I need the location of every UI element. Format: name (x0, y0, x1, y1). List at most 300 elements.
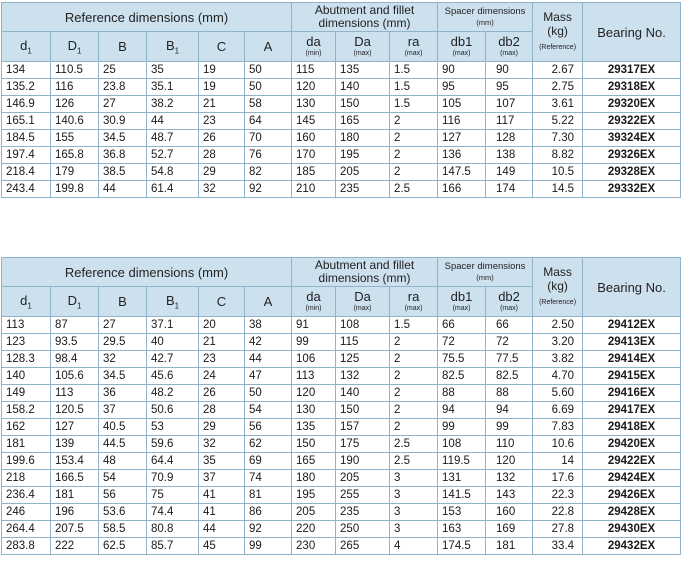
cell-D1: 179 (51, 164, 99, 181)
cell-db1: 119.5 (438, 453, 486, 470)
cell-da: 120 (292, 385, 336, 402)
cell-B1: 75 (147, 487, 199, 504)
cell-bearing: 29422EX (583, 453, 681, 470)
cell-d1: 199.6 (2, 453, 51, 470)
cell-B: 34.5 (99, 130, 147, 147)
cell-d1: 218 (2, 470, 51, 487)
cell-B1: 74.4 (147, 504, 199, 521)
reference-dimensions-label: Reference dimensions (mm) (64, 9, 229, 25)
cell-ra: 1.5 (390, 317, 438, 334)
bearing-no-label: Bearing No. (597, 24, 666, 40)
cell-mass: 3.20 (533, 334, 583, 351)
cell-C: 19 (199, 62, 245, 79)
col-A-label: A (263, 39, 273, 54)
cell-B1: 61.4 (147, 181, 199, 198)
cell-B: 44 (99, 181, 147, 198)
spacer-header-unit: (mm) (476, 18, 494, 27)
cell-ra: 2 (390, 402, 438, 419)
col-db1-header (438, 287, 486, 317)
col-Da-header (336, 32, 390, 62)
cell-d1: 243.4 (2, 181, 51, 198)
col-B-label: B (118, 294, 127, 309)
cell-bearing: 29426EX (583, 487, 681, 504)
cell-da: 91 (292, 317, 336, 334)
cell-ra: 2.5 (390, 181, 438, 198)
col-da-sub: a (313, 34, 321, 49)
cell-da: 135 (292, 419, 336, 436)
cell-B1: 35 (147, 62, 199, 79)
table-row (2, 113, 681, 130)
cell-C: 45 (199, 538, 245, 555)
cell-db2: 120 (486, 453, 533, 470)
cell-db1: 141.5 (438, 487, 486, 504)
mass-header (533, 258, 583, 317)
bearing-no-header (583, 3, 681, 62)
table-row (2, 164, 681, 181)
cell-db2: 110 (486, 436, 533, 453)
cell-da: 170 (292, 147, 336, 164)
cell-d1: 218.4 (2, 164, 51, 181)
col-C-header (199, 32, 245, 62)
cell-bearing: 29432EX (583, 538, 681, 555)
cell-C: 21 (199, 334, 245, 351)
col-db1-note: (max) (452, 50, 471, 57)
abutment-fillet-header (292, 258, 438, 287)
cell-A: 42 (245, 334, 292, 351)
cell-D1: 87 (51, 317, 99, 334)
cell-ra: 3 (390, 504, 438, 521)
cell-B1: 48.7 (147, 130, 199, 147)
col-da-note: (min) (305, 50, 322, 57)
cell-Da: 195 (336, 147, 390, 164)
cell-mass: 8.82 (533, 147, 583, 164)
cell-mass: 5.22 (533, 113, 583, 130)
cell-B: 38.5 (99, 164, 147, 181)
cell-C: 24 (199, 368, 245, 385)
cell-ra: 2.5 (390, 453, 438, 470)
col-D1-header (51, 287, 99, 317)
cell-da: 150 (292, 436, 336, 453)
cell-Da: 250 (336, 521, 390, 538)
cell-mass: 14 (533, 453, 583, 470)
cell-ra: 1.5 (390, 96, 438, 113)
cell-Da: 205 (336, 470, 390, 487)
cell-db2: 181 (486, 538, 533, 555)
cell-mass: 2.75 (533, 79, 583, 96)
cell-A: 58 (245, 96, 292, 113)
cell-ra: 2 (390, 334, 438, 351)
cell-C: 32 (199, 181, 245, 198)
cell-mass: 7.30 (533, 130, 583, 147)
col-D1-sub: 1 (76, 46, 82, 56)
table-row (2, 317, 681, 334)
col-da-note: (min) (305, 305, 322, 312)
cell-db1: 116 (438, 113, 486, 130)
cell-A: 50 (245, 62, 292, 79)
cell-D1: 165.8 (51, 147, 99, 164)
cell-C: 26 (199, 385, 245, 402)
cell-bearing: 29320EX (583, 96, 681, 113)
cell-C: 23 (199, 113, 245, 130)
cell-B1: 44 (147, 113, 199, 130)
cell-ra: 2 (390, 419, 438, 436)
col-A-header (245, 287, 292, 317)
col-db1-sub: b1 (457, 289, 473, 304)
cell-d1: 134 (2, 62, 51, 79)
table-row (2, 96, 681, 113)
cell-B1: 35.1 (147, 79, 199, 96)
mass-unit: (kg) (547, 278, 568, 293)
cell-db1: 90 (438, 62, 486, 79)
cell-d1: 162 (2, 419, 51, 436)
cell-mass: 22.3 (533, 487, 583, 504)
cell-da: 145 (292, 113, 336, 130)
col-d1-main: d (20, 292, 28, 308)
cell-A: 38 (245, 317, 292, 334)
table-row (2, 538, 681, 555)
cell-bearing: 29420EX (583, 436, 681, 453)
cell-bearing: 29317EX (583, 62, 681, 79)
cell-mass: 4.70 (533, 368, 583, 385)
cell-mass: 27.8 (533, 521, 583, 538)
cell-da: 106 (292, 351, 336, 368)
cell-d1: 264.4 (2, 521, 51, 538)
cell-Da: 180 (336, 130, 390, 147)
table-bottom-body (2, 317, 681, 555)
cell-mass: 6.69 (533, 402, 583, 419)
col-ra-main: r (407, 289, 413, 304)
cell-D1: 166.5 (51, 470, 99, 487)
cell-D1: 126 (51, 96, 99, 113)
cell-ra: 3 (390, 487, 438, 504)
cell-B: 37 (99, 402, 147, 419)
mass-reference-note: (Reference) (539, 43, 577, 51)
cell-mass: 14.5 (533, 181, 583, 198)
table-row (2, 419, 681, 436)
cell-bearing: 29414EX (583, 351, 681, 368)
table-row (2, 504, 681, 521)
cell-db2: 117 (486, 113, 533, 130)
cell-ra: 2 (390, 130, 438, 147)
cell-ra: 1.5 (390, 79, 438, 96)
col-db2-header (486, 32, 533, 62)
col-D1-main: D (67, 292, 77, 308)
col-d1-header (2, 287, 51, 317)
cell-D1: 98.4 (51, 351, 99, 368)
table-row (2, 181, 681, 198)
cell-mass: 2.67 (533, 62, 583, 79)
cell-Da: 157 (336, 419, 390, 436)
cell-db2: 77.5 (486, 351, 533, 368)
col-Da-note: (max) (353, 50, 372, 57)
cell-bearing: 29416EX (583, 385, 681, 402)
table-top-body (2, 62, 681, 198)
col-ra-sub: a (412, 289, 420, 304)
cell-db2: 107 (486, 96, 533, 113)
cell-d1: 149 (2, 385, 51, 402)
col-d1-sub: 1 (27, 301, 32, 311)
table-row (2, 79, 681, 96)
cell-mass: 2.50 (533, 317, 583, 334)
table-row (2, 147, 681, 164)
abutment-header-line2: dimensions (mm) (318, 271, 411, 285)
cell-C: 41 (199, 504, 245, 521)
cell-d1: 236.4 (2, 487, 51, 504)
cell-B: 44.5 (99, 436, 147, 453)
cell-B: 40.5 (99, 419, 147, 436)
cell-Da: 140 (336, 385, 390, 402)
cell-B1: 64.4 (147, 453, 199, 470)
cell-B: 53.6 (99, 504, 147, 521)
col-ra-main: r (407, 34, 413, 49)
cell-A: 56 (245, 419, 292, 436)
cell-db2: 90 (486, 62, 533, 79)
cell-d1: 123 (2, 334, 51, 351)
table-row (2, 334, 681, 351)
col-d1-sub: 1 (27, 46, 32, 56)
cell-B1: 50.6 (147, 402, 199, 419)
cell-B1: 80.8 (147, 521, 199, 538)
col-d1-header (2, 32, 51, 62)
col-db2-main: d (498, 34, 506, 49)
cell-db2: 99 (486, 419, 533, 436)
cell-db2: 94 (486, 402, 533, 419)
cell-D1: 127 (51, 419, 99, 436)
col-da-sub: a (313, 289, 321, 304)
cell-d1: 197.4 (2, 147, 51, 164)
cell-C: 21 (199, 96, 245, 113)
cell-B: 34.5 (99, 368, 147, 385)
cell-db2: 66 (486, 317, 533, 334)
cell-da: 120 (292, 79, 336, 96)
col-db2-sub: b2 (505, 289, 520, 304)
cell-da: 230 (292, 538, 336, 555)
cell-D1: 155 (51, 130, 99, 147)
cell-bearing: 29417EX (583, 402, 681, 419)
col-da-main: d (306, 289, 314, 304)
cell-B1: 40 (147, 334, 199, 351)
cell-C: 41 (199, 487, 245, 504)
bearing-no-header (583, 258, 681, 317)
cell-db1: 131 (438, 470, 486, 487)
cell-C: 28 (199, 402, 245, 419)
col-db2-header (486, 287, 533, 317)
cell-bearing: 29318EX (583, 79, 681, 96)
cell-A: 69 (245, 453, 292, 470)
cell-bearing: 29332EX (583, 181, 681, 198)
cell-Da: 135 (336, 62, 390, 79)
cell-A: 99 (245, 538, 292, 555)
table-row (2, 470, 681, 487)
cell-ra: 2 (390, 351, 438, 368)
table-row (2, 402, 681, 419)
cell-B1: 48.2 (147, 385, 199, 402)
cell-D1: 105.6 (51, 368, 99, 385)
cell-d1: 113 (2, 317, 51, 334)
cell-mass: 3.61 (533, 96, 583, 113)
mass-header (533, 3, 583, 62)
cell-Da: 150 (336, 402, 390, 419)
cell-ra: 2 (390, 164, 438, 181)
cell-C: 26 (199, 130, 245, 147)
cell-D1: 153.4 (51, 453, 99, 470)
table-row (2, 436, 681, 453)
cell-d1: 283.8 (2, 538, 51, 555)
cell-B1: 70.9 (147, 470, 199, 487)
cell-C: 19 (199, 79, 245, 96)
cell-A: 76 (245, 147, 292, 164)
col-Da-header (336, 287, 390, 317)
cell-A: 62 (245, 436, 292, 453)
mass-label: Mass (543, 9, 572, 24)
col-B1-sub: 1 (174, 46, 180, 56)
bearing-table-top (1, 2, 681, 198)
cell-B1: 52.7 (147, 147, 199, 164)
cell-db2: 72 (486, 334, 533, 351)
col-db1-header (438, 32, 486, 62)
cell-D1: 139 (51, 436, 99, 453)
cell-da: 130 (292, 96, 336, 113)
cell-bearing: 29412EX (583, 317, 681, 334)
cell-da: 160 (292, 130, 336, 147)
cell-db2: 174 (486, 181, 533, 198)
table-row (2, 385, 681, 402)
col-B-label: B (118, 39, 127, 54)
cell-db1: 127 (438, 130, 486, 147)
col-B1-sub: 1 (174, 301, 180, 311)
cell-D1: 199.8 (51, 181, 99, 198)
cell-db1: 174.5 (438, 538, 486, 555)
col-D1-main: D (67, 37, 77, 53)
cell-C: 35 (199, 453, 245, 470)
cell-D1: 93.5 (51, 334, 99, 351)
cell-D1: 120.5 (51, 402, 99, 419)
col-B1-header (147, 287, 199, 317)
col-da-main: d (306, 34, 314, 49)
col-ra-note: (max) (404, 305, 423, 312)
cell-D1: 207.5 (51, 521, 99, 538)
cell-Da: 265 (336, 538, 390, 555)
cell-db1: 95 (438, 79, 486, 96)
cell-B: 56 (99, 487, 147, 504)
cell-B: 25 (99, 62, 147, 79)
spacer-dimensions-header (438, 258, 533, 287)
cell-ra: 4 (390, 538, 438, 555)
cell-d1: 246 (2, 504, 51, 521)
cell-db1: 166 (438, 181, 486, 198)
cell-B1: 54.8 (147, 164, 199, 181)
cell-db2: 82.5 (486, 368, 533, 385)
cell-C: 29 (199, 164, 245, 181)
cell-ra: 2 (390, 147, 438, 164)
cell-B: 58.5 (99, 521, 147, 538)
col-A-header (245, 32, 292, 62)
col-Da-main: D (354, 289, 364, 304)
cell-da: 113 (292, 368, 336, 385)
col-B1-main: B (165, 37, 175, 53)
table-row (2, 487, 681, 504)
cell-bearing: 29424EX (583, 470, 681, 487)
cell-da: 180 (292, 470, 336, 487)
col-da-header (292, 287, 336, 317)
mass-reference-note: (Reference) (539, 298, 577, 306)
reference-dimensions-label: Reference dimensions (mm) (64, 264, 229, 280)
cell-Da: 235 (336, 181, 390, 198)
cell-db1: 105 (438, 96, 486, 113)
cell-D1: 110.5 (51, 62, 99, 79)
cell-db2: 149 (486, 164, 533, 181)
cell-db2: 169 (486, 521, 533, 538)
cell-C: 37 (199, 470, 245, 487)
col-B-header (99, 287, 147, 317)
cell-bearing: 39324EX (583, 130, 681, 147)
cell-A: 54 (245, 402, 292, 419)
cell-bearing: 29413EX (583, 334, 681, 351)
col-ra-note: (max) (404, 50, 423, 57)
cell-Da: 108 (336, 317, 390, 334)
cell-mass: 10.6 (533, 436, 583, 453)
col-ra-header (390, 287, 438, 317)
spacer-header-line1: Spacer dimensions (444, 261, 526, 272)
cell-B1: 53 (147, 419, 199, 436)
reference-dimensions-header (2, 258, 292, 287)
cell-D1: 113 (51, 385, 99, 402)
cell-C: 20 (199, 317, 245, 334)
cell-mass: 17.6 (533, 470, 583, 487)
cell-da: 99 (292, 334, 336, 351)
cell-Da: 205 (336, 164, 390, 181)
cell-ra: 3 (390, 470, 438, 487)
cell-d1: 140 (2, 368, 51, 385)
abutment-fillet-header (292, 3, 438, 32)
table-row (2, 521, 681, 538)
cell-C: 23 (199, 351, 245, 368)
cell-d1: 181 (2, 436, 51, 453)
abutment-header-line2: dimensions (mm) (318, 16, 411, 30)
cell-db1: 66 (438, 317, 486, 334)
table-row (2, 368, 681, 385)
cell-db1: 108 (438, 436, 486, 453)
cell-B1: 45.6 (147, 368, 199, 385)
cell-B: 36.8 (99, 147, 147, 164)
cell-D1: 116 (51, 79, 99, 96)
cell-B: 30.9 (99, 113, 147, 130)
col-A-label: A (263, 294, 273, 309)
cell-db1: 147.5 (438, 164, 486, 181)
cell-db2: 138 (486, 147, 533, 164)
col-Da-sub: a (363, 289, 371, 304)
cell-db1: 88 (438, 385, 486, 402)
col-C-label: C (216, 39, 227, 54)
cell-db1: 75.5 (438, 351, 486, 368)
cell-bearing: 29326EX (583, 147, 681, 164)
cell-C: 32 (199, 436, 245, 453)
cell-db1: 153 (438, 504, 486, 521)
abutment-header-line1: Abutment and fillet (314, 258, 415, 272)
cell-B1: 38.2 (147, 96, 199, 113)
cell-bearing: 29428EX (583, 504, 681, 521)
cell-C: 44 (199, 521, 245, 538)
spacer-header-line1: Spacer dimensions (444, 6, 526, 17)
cell-B: 54 (99, 470, 147, 487)
cell-B: 32 (99, 351, 147, 368)
col-Da-main: D (354, 34, 364, 49)
cell-D1: 196 (51, 504, 99, 521)
cell-mass: 3.82 (533, 351, 583, 368)
cell-A: 64 (245, 113, 292, 130)
cell-B: 29.5 (99, 334, 147, 351)
cell-A: 74 (245, 470, 292, 487)
